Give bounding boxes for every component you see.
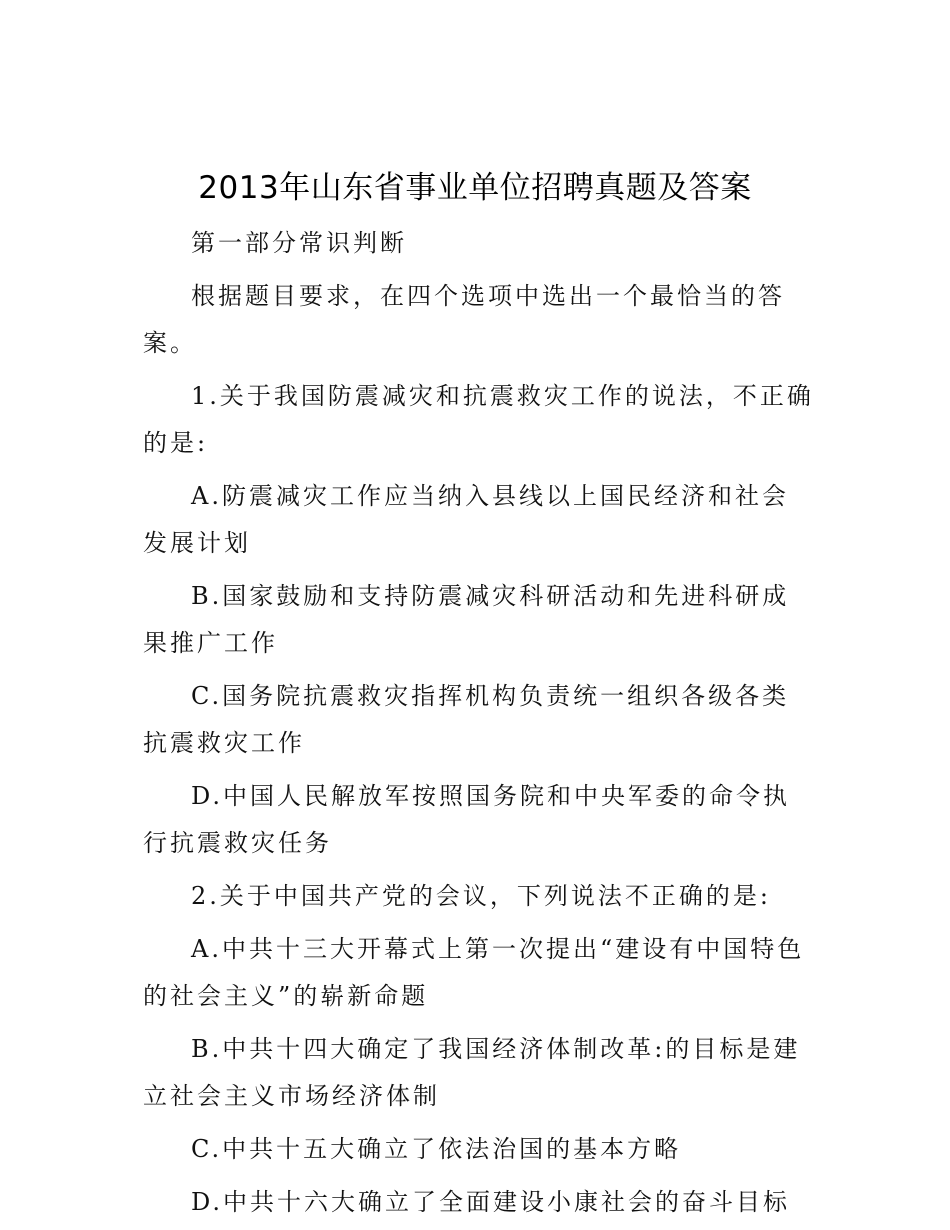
document-body (143, 220, 815, 1226)
question-2-option-c: C.中共十五大确立了依法治国的基本方略 (191, 1135, 682, 1163)
section-heading: 第一部分常识判断 (191, 229, 407, 257)
question-2: 2.关于中国共产党的会议，下列说法不正确的是: (191, 882, 771, 910)
question-1-option-b: B.国家鼓励和支持防震减灾科研活动和先进科研成果推广工作 (143, 582, 790, 657)
question-1-option-c: C.国务院抗震救灾指挥机构负责统一组织各级各类抗震救灾工作 (143, 682, 790, 757)
question-1: 1.关于我国防震减灾和抗震救灾工作的说法，不正确的是: (143, 382, 814, 457)
question-1-option-a: A.防震减灾工作应当纳入县线以上国民经济和社会发展计划 (143, 482, 789, 557)
instruction-text: 根据题目要求，在四个选项中选出一个最恰当的答案。 (143, 282, 785, 357)
document-title: 2013年山东省事业单位招聘真题及答案 (198, 170, 752, 206)
question-1-option-d: D.中国人民解放军按照国务院和中央军委的命令执行抗震救灾任务 (143, 782, 791, 857)
question-2-option-d: D.中共十六大确立了全面建设小康社会的奋斗目标 (191, 1188, 791, 1216)
question-2-option-a: A.中共十三大开幕式上第一次提出“建设有中国特色的社会主义”的崭新命题 (143, 935, 805, 1010)
question-2-option-b: B.中共十四大确定了我国经济体制改革:的目标是建立社会主义市场经济体制 (143, 1035, 801, 1110)
